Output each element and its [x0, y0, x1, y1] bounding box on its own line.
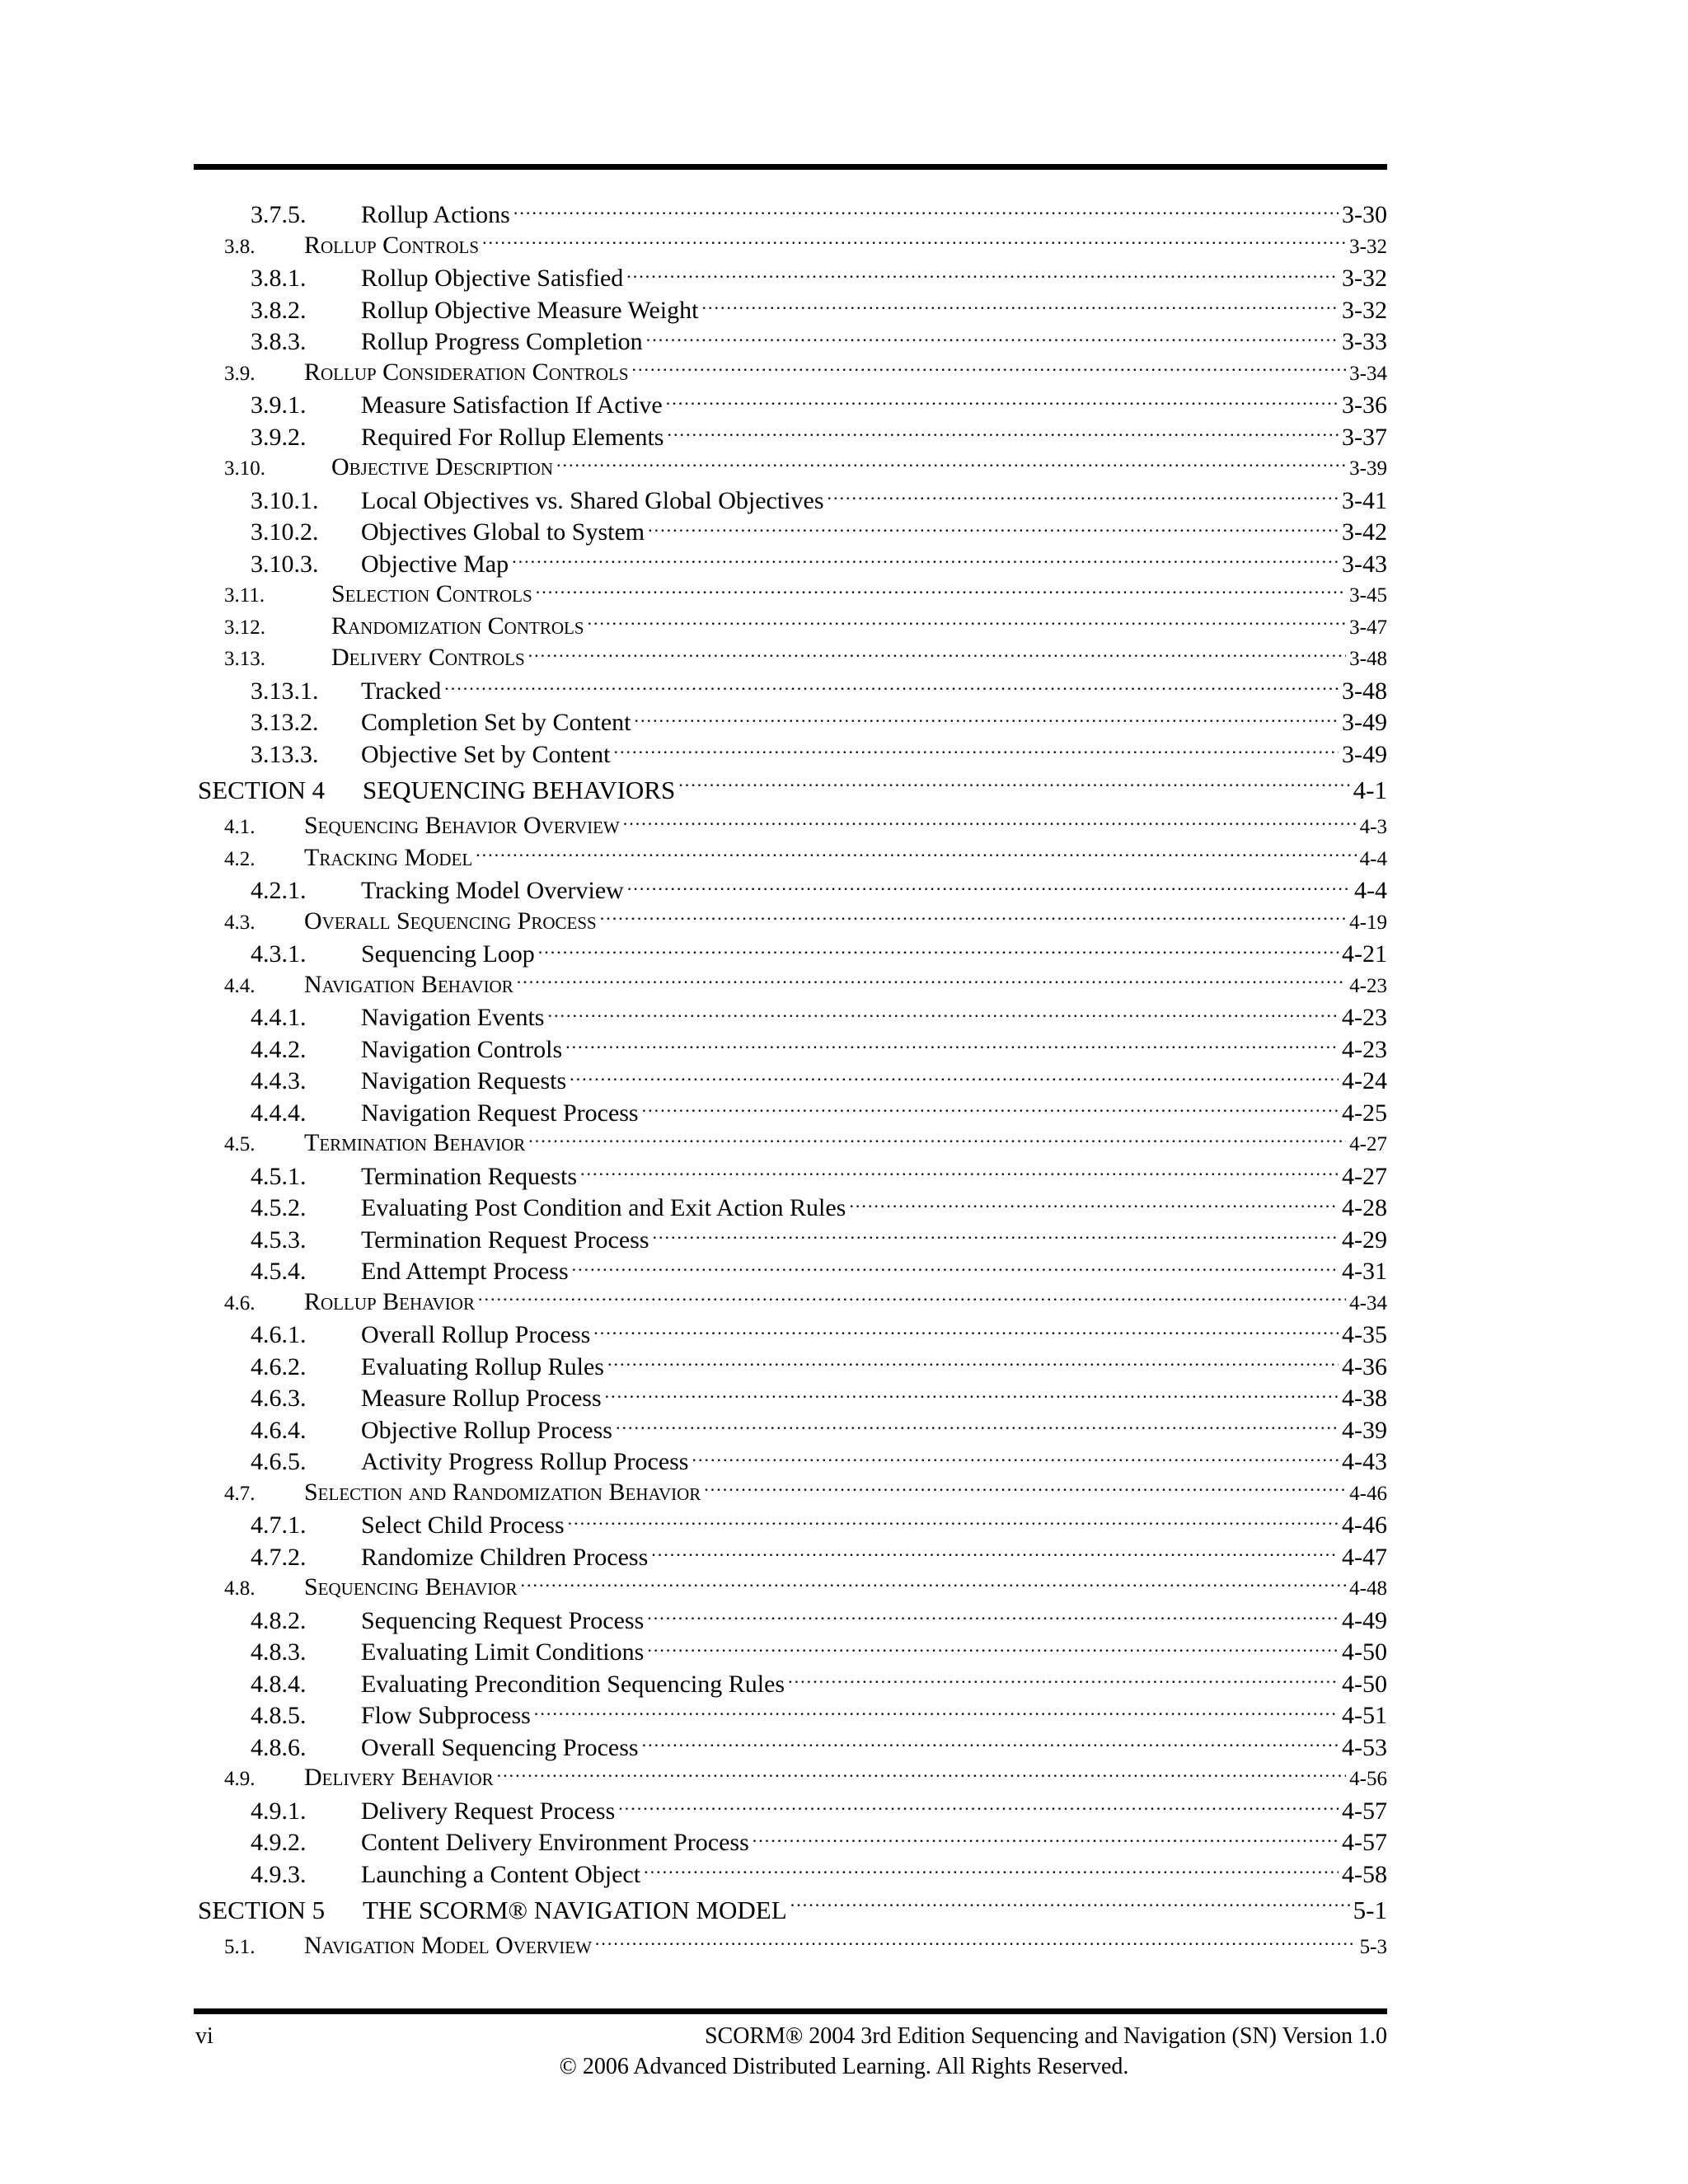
toc-entry-title: Content Delivery Environment Process — [361, 1829, 749, 1856]
toc-entry-page: 3-41 — [1342, 486, 1387, 514]
toc-entry-page: 3-34 — [1349, 362, 1387, 385]
toc-entry[interactable] — [194, 325, 1387, 357]
toc-entry-number: 5.1. — [224, 1936, 256, 1958]
toc-entry-number: 3.13.3. — [251, 740, 319, 768]
toc-entry-title: Sequencing Behavior — [304, 1573, 518, 1601]
toc-entry[interactable] — [194, 1127, 1387, 1160]
toc-dot-leader — [644, 1858, 1339, 1882]
toc-section-entry[interactable] — [194, 769, 1387, 810]
toc-entry-number: 4.9.1. — [251, 1797, 307, 1825]
toc-entry-page: 4-48 — [1349, 1577, 1387, 1600]
toc-entry-title: Objective Map — [361, 550, 509, 578]
toc-entry[interactable] — [194, 579, 1387, 611]
toc-entry-page: 4-21 — [1342, 940, 1387, 968]
toc-entry-number: 4.3.1. — [251, 940, 307, 968]
toc-dot-leader — [788, 1667, 1339, 1692]
toc-dot-leader — [648, 515, 1339, 540]
toc-entry-page: 4-29 — [1342, 1226, 1387, 1254]
toc-dot-leader — [753, 1825, 1339, 1850]
toc-entry[interactable] — [194, 1160, 1387, 1192]
toc-entry-number: 4.4. — [224, 974, 256, 997]
toc-entry-page: 4-56 — [1349, 1768, 1387, 1790]
toc-entry-number: 4.5. — [224, 1133, 256, 1155]
toc-entry-page: 3-30 — [1342, 201, 1387, 228]
toc-entry-page: 4-53 — [1342, 1733, 1387, 1761]
toc-entry-title: Required For Rollup Elements — [361, 423, 664, 451]
toc-entry-page: 4-43 — [1342, 1448, 1387, 1475]
toc-entry-page: 4-51 — [1342, 1702, 1387, 1729]
toc-entry-title: Navigation Request Process — [361, 1099, 639, 1127]
toc-entry[interactable] — [194, 1350, 1387, 1382]
toc-entry[interactable] — [194, 1286, 1387, 1319]
toc-entry-title: Overall Sequencing Process — [361, 1733, 639, 1761]
toc-entry-page: 4-27 — [1349, 1133, 1387, 1155]
toc-entry-title: Objective Rollup Process — [361, 1416, 612, 1444]
toc-entry[interactable] — [194, 1064, 1387, 1096]
toc-dot-leader — [513, 198, 1339, 223]
toc-entry[interactable] — [194, 547, 1387, 579]
toc-entry[interactable] — [194, 810, 1387, 842]
toc-dot-leader — [623, 813, 1357, 833]
toc-dot-leader — [647, 1604, 1339, 1629]
toc-entry[interactable] — [194, 1223, 1387, 1255]
footer-copyright: © 2006 Advanced Distributed Learning. All Rights Reserved. — [559, 2054, 1129, 2079]
toc-entry[interactable] — [194, 1540, 1387, 1572]
toc-entry-page: 3-37 — [1342, 423, 1387, 451]
toc-entry-number: 3.8.2. — [251, 296, 307, 324]
toc-entry-page: 3-33 — [1342, 328, 1387, 355]
toc-dot-leader — [626, 261, 1339, 286]
toc-entry-page: 4-49 — [1342, 1606, 1387, 1634]
toc-entry-page: 4-23 — [1342, 1004, 1387, 1031]
toc-entry-number: 4.8.2. — [251, 1606, 307, 1634]
toc-entry-title: Tracking Model Overview — [361, 877, 624, 904]
toc-dot-leader — [478, 1289, 1346, 1310]
toc-entry-title: Navigation Requests — [361, 1067, 567, 1094]
toc-dot-leader — [593, 1318, 1339, 1343]
toc-entry-title: Navigation Controls — [361, 1035, 563, 1063]
toc-entry-page: 3-47 — [1349, 616, 1387, 639]
toc-dot-leader — [580, 1160, 1339, 1184]
toc-dot-leader — [534, 1699, 1339, 1723]
toc-entry-page: 4-47 — [1342, 1543, 1387, 1571]
toc-section-entry[interactable] — [194, 1889, 1387, 1930]
toc-entry-number: 4.4.1. — [251, 1004, 307, 1031]
toc-dot-leader — [635, 705, 1339, 730]
toc-entry-number: 3.8.1. — [251, 265, 307, 292]
bottom-rule — [194, 2008, 1387, 2014]
toc-entry-page: 4-35 — [1342, 1321, 1387, 1348]
toc-entry-page: 4-46 — [1342, 1511, 1387, 1539]
toc-entry-number: 3.9.1. — [251, 391, 307, 419]
toc-entry-number: 3.10.2. — [251, 518, 319, 546]
toc-entry-number: 4.9.3. — [251, 1860, 307, 1888]
toc-entry-page: 4-28 — [1342, 1194, 1387, 1221]
toc-entry[interactable] — [194, 642, 1387, 674]
toc-entry-title: Rollup Controls — [304, 231, 480, 259]
toc-entry[interactable] — [194, 452, 1387, 484]
toc-dot-leader — [517, 972, 1346, 992]
toc-entry-title: Rollup Behavior — [304, 1287, 475, 1315]
toc-dot-leader — [476, 845, 1357, 865]
toc-entry-title: Rollup Objective Satisfied — [361, 265, 624, 292]
toc-entry[interactable] — [194, 293, 1387, 326]
toc-entry[interactable] — [194, 1858, 1387, 1890]
toc-dot-leader — [588, 613, 1347, 634]
toc-dot-leader — [568, 1508, 1339, 1533]
toc-dot-leader — [667, 420, 1339, 445]
toc-entry[interactable] — [194, 420, 1387, 452]
toc-entry-page: 4-23 — [1349, 974, 1387, 997]
toc-dot-leader — [642, 1731, 1339, 1755]
toc-entry-title: Delivery Behavior — [304, 1764, 494, 1791]
toc-entry-title: Sequencing Loop — [361, 940, 535, 968]
toc-entry-title: Activity Progress Rollup Process — [361, 1448, 689, 1475]
toc-entry[interactable] — [194, 1096, 1387, 1128]
toc-entry-page: 3-43 — [1342, 550, 1387, 578]
toc-entry-title: Evaluating Precondition Sequencing Rules — [361, 1670, 785, 1698]
toc-entry-number: SECTION 5 — [198, 1896, 326, 1924]
toc-dot-leader — [512, 547, 1339, 572]
toc-dot-leader — [570, 1064, 1339, 1089]
toc-entry-title: THE SCORM® NAVIGATION MODEL — [363, 1896, 787, 1924]
toc-entry-title: Measure Satisfaction If Active — [361, 391, 663, 419]
toc-entry-page: 4-39 — [1342, 1416, 1387, 1444]
toc-entry-page: 3-48 — [1349, 648, 1387, 670]
toc-entry[interactable] — [194, 969, 1387, 1001]
toc-entry-page: 3-49 — [1342, 709, 1387, 736]
toc-entry[interactable] — [194, 674, 1387, 706]
toc-entry[interactable] — [194, 1001, 1387, 1033]
toc-entry-title: Objective Description — [331, 453, 554, 480]
toc-entry-page: 3-36 — [1342, 391, 1387, 419]
toc-entry-title: Selection and Randomization Behavior — [304, 1478, 701, 1506]
toc-entry-number: 4.7.2. — [251, 1543, 307, 1571]
toc-entry-page: 3-48 — [1342, 677, 1387, 705]
toc-entry-page: 4-57 — [1342, 1829, 1387, 1856]
toc-entry-title: Randomization Controls — [331, 612, 584, 640]
footer-doc-title: SCORM® 2004 3rd Edition Sequencing and Navigation (SN) Version 1.0 — [704, 2023, 1387, 2049]
top-rule — [194, 164, 1387, 170]
toc-entry[interactable] — [194, 937, 1387, 969]
toc-entry-title: Selection Controls — [331, 580, 532, 607]
toc-dot-leader — [651, 1540, 1339, 1565]
toc-entry-title: Objectives Global to System — [361, 518, 645, 546]
toc-entry-number: 4.9. — [224, 1768, 256, 1790]
toc-entry-number: 3.13. — [224, 648, 265, 670]
toc-entry-page: 4-27 — [1342, 1162, 1387, 1190]
toc-entry-number: 3.9. — [224, 362, 256, 385]
toc-entry[interactable] — [194, 1191, 1387, 1223]
toc-entry-page: 4-1 — [1353, 776, 1387, 804]
toc-entry[interactable] — [194, 1477, 1387, 1509]
toc-entry-number: 4.6.1. — [251, 1321, 307, 1348]
toc-entry-number: 3.10.3. — [251, 550, 319, 578]
toc-entry-page: 3-42 — [1342, 518, 1387, 546]
toc-entry[interactable] — [194, 1572, 1387, 1604]
toc-entry[interactable] — [194, 1604, 1387, 1636]
toc-entry[interactable] — [194, 357, 1387, 389]
toc-dot-leader — [547, 1001, 1339, 1025]
toc-entry-number: 4.2. — [224, 847, 256, 870]
toc-entry[interactable] — [194, 1381, 1387, 1413]
toc-dot-leader — [701, 293, 1339, 318]
toc-entry-page: 4-4 — [1354, 877, 1387, 904]
toc-entry[interactable] — [194, 261, 1387, 293]
toc-entry-number: 3.12. — [224, 616, 265, 639]
toc-dot-leader — [704, 1479, 1346, 1500]
toc-entry-number: 4.4.4. — [251, 1099, 307, 1127]
toc-entry[interactable] — [194, 230, 1387, 262]
toc-dot-leader — [520, 1574, 1346, 1595]
toc-entry-page: 4-23 — [1342, 1035, 1387, 1063]
toc-entry-title: Delivery Request Process — [361, 1797, 616, 1825]
toc-entry-page: 3-45 — [1349, 584, 1387, 607]
toc-entry[interactable] — [194, 611, 1387, 643]
toc-entry-number: 4.6.2. — [251, 1352, 307, 1380]
toc-entry-number: 4.5.1. — [251, 1162, 307, 1190]
toc-entry-number: 4.4.3. — [251, 1067, 307, 1094]
toc-entry[interactable] — [194, 1794, 1387, 1826]
toc-dot-leader — [692, 1445, 1339, 1469]
toc-entry[interactable] — [194, 1635, 1387, 1667]
toc-dot-leader — [790, 1893, 1350, 1919]
toc-entry[interactable] — [194, 1445, 1387, 1477]
toc-entry-title: Local Objectives vs. Shared Global Objectives — [361, 486, 824, 514]
toc-dot-leader — [828, 484, 1339, 509]
toc-entry-number: 4.6. — [224, 1291, 256, 1315]
toc-dot-leader — [647, 1635, 1339, 1660]
toc-entry[interactable] — [194, 1508, 1387, 1540]
toc-entry[interactable] — [194, 198, 1387, 230]
toc-entry-number: 4.7.1. — [251, 1511, 307, 1539]
toc-entry-title: Completion Set by Content — [361, 709, 631, 736]
toc-entry-title: Select Child Process — [361, 1511, 565, 1539]
toc-entry-number: 3.13.1. — [251, 677, 319, 705]
toc-entry[interactable] — [194, 1731, 1387, 1763]
toc-entry[interactable] — [194, 738, 1387, 770]
toc-dot-leader — [613, 738, 1339, 762]
toc-entry-title: Tracked — [361, 677, 442, 705]
toc-entry-title: Overall Rollup Process — [361, 1321, 591, 1348]
toc-entry-number: 4.8.6. — [251, 1733, 307, 1761]
toc-entry-page: 5-3 — [1359, 1936, 1387, 1958]
toc-entry-title: Sequencing Request Process — [361, 1606, 645, 1634]
toc-dot-leader — [600, 908, 1346, 929]
toc-entry-title: SEQUENCING BEHAVIORS — [363, 776, 676, 804]
toc-entry-number: 4.5.3. — [251, 1226, 307, 1254]
toc-dot-leader — [497, 1765, 1347, 1785]
toc-entry[interactable] — [194, 515, 1387, 547]
toc-dot-leader — [632, 359, 1347, 380]
toc-entry-page: 4-24 — [1342, 1067, 1387, 1094]
toc-entry-title: Evaluating Rollup Rules — [361, 1352, 604, 1380]
toc-entry-title: Overall Sequencing Process — [304, 907, 597, 935]
toc-entry-page: 3-32 — [1342, 296, 1387, 324]
toc-entry[interactable] — [194, 842, 1387, 874]
toc-dot-leader — [482, 232, 1346, 253]
toc-entry[interactable] — [194, 1930, 1387, 1962]
toc-dot-leader — [536, 581, 1346, 602]
toc-entry-page: 4-25 — [1342, 1099, 1387, 1127]
toc-dot-leader — [627, 874, 1351, 898]
toc-entry-number: 3.10.1. — [251, 486, 319, 514]
toc-entry-title: Navigation Behavior — [304, 970, 513, 998]
toc-dot-leader — [653, 1223, 1339, 1248]
toc-entry[interactable] — [194, 1033, 1387, 1065]
toc-entry-title: Tracking Model — [304, 843, 473, 871]
toc-entry-title: Evaluating Post Condition and Exit Action Rules — [361, 1194, 846, 1221]
toc-entry-title: Evaluating Limit Conditions — [361, 1638, 645, 1666]
toc-entry[interactable] — [194, 1254, 1387, 1286]
toc-entry-number: 3.13.2. — [251, 709, 319, 736]
toc-entry-number: 4.9.2. — [251, 1829, 307, 1856]
toc-entry-title: Termination Behavior — [304, 1129, 526, 1156]
toc-entry-title: Navigation Model Overview — [304, 1932, 592, 1959]
toc-entry-number: 4.4.2. — [251, 1035, 307, 1063]
toc-entry-title: Flow Subprocess — [361, 1702, 531, 1729]
toc-dot-leader — [528, 1130, 1346, 1151]
toc-entry[interactable] — [194, 906, 1387, 938]
toc-dot-leader — [556, 454, 1346, 475]
toc-entry-page: 4-50 — [1342, 1638, 1387, 1666]
toc-entry-title: Rollup Objective Measure Weight — [361, 296, 699, 324]
toc-entry[interactable] — [194, 1667, 1387, 1699]
toc-entry[interactable] — [194, 388, 1387, 420]
toc-entry-number: 4.1. — [224, 816, 256, 838]
toc-entry-title: Sequencing Behavior Overview — [304, 812, 620, 839]
toc-entry-number: 4.3. — [224, 911, 256, 934]
toc-entry-page: 4-36 — [1342, 1352, 1387, 1380]
toc-entry-title: Measure Rollup Process — [361, 1385, 602, 1412]
toc-entry-title: Rollup Progress Completion — [361, 328, 643, 355]
toc-entry[interactable] — [194, 874, 1387, 906]
toc-entry-page: 4-50 — [1342, 1670, 1387, 1698]
toc-entry-number: 4.2.1. — [251, 877, 307, 904]
toc-entry-title: Navigation Events — [361, 1004, 545, 1031]
toc-entry-number: 4.6.4. — [251, 1416, 307, 1444]
toc-entry-page: 4-38 — [1342, 1385, 1387, 1412]
toc-entry-page: 3-39 — [1349, 457, 1387, 480]
toc-entry-page: 4-31 — [1342, 1258, 1387, 1285]
toc-dot-leader — [605, 1381, 1339, 1406]
toc-entry-title: Objective Set by Content — [361, 740, 611, 768]
toc-dot-leader — [616, 1413, 1339, 1438]
toc-dot-leader — [642, 1096, 1339, 1121]
toc-dot-leader — [666, 388, 1339, 413]
toc-entry-number: 4.8. — [224, 1577, 256, 1600]
toc-entry-number: 3.10. — [224, 457, 265, 480]
toc-entry-page: 4-4 — [1359, 847, 1387, 870]
toc-entry-page: 3-32 — [1349, 235, 1387, 258]
toc-entry-number: 4.8.4. — [251, 1670, 307, 1698]
toc-entry-number: 4.6.3. — [251, 1385, 307, 1412]
toc-entry-number: 3.8. — [224, 235, 256, 258]
toc-dot-leader — [678, 773, 1349, 799]
toc-entry-number: SECTION 4 — [198, 776, 326, 804]
toc-dot-leader — [565, 1033, 1339, 1057]
toc-dot-leader — [538, 937, 1339, 962]
footer-page-number: vi — [195, 2023, 213, 2049]
toc-entry-title: End Attempt Process — [361, 1258, 569, 1285]
toc-entry-page: 3-32 — [1342, 265, 1387, 292]
toc-entry[interactable] — [194, 1762, 1387, 1794]
toc-entry-title: Termination Request Process — [361, 1226, 649, 1254]
toc-dot-leader — [444, 674, 1339, 699]
toc-entry-number: 3.9.2. — [251, 423, 307, 451]
toc-entry-title: Randomize Children Process — [361, 1543, 649, 1571]
toc-entry[interactable] — [194, 1699, 1387, 1731]
toc-entry-title: Termination Requests — [361, 1162, 578, 1190]
toc-entry-number: 4.5.4. — [251, 1258, 307, 1285]
toc-entry[interactable] — [194, 705, 1387, 738]
toc-entry-number: 4.8.5. — [251, 1702, 307, 1729]
toc-entry-page: 4-19 — [1349, 911, 1387, 934]
toc-entry-number: 4.5.2. — [251, 1194, 307, 1221]
toc-dot-leader — [595, 1933, 1357, 1953]
toc-entry-page: 4-3 — [1359, 816, 1387, 838]
toc-entry-number: 4.6.5. — [251, 1448, 307, 1475]
toc-entry-page: 4-57 — [1342, 1797, 1387, 1825]
toc-entry-number: 4.7. — [224, 1482, 256, 1505]
toc-entry-title: Rollup Actions — [361, 201, 510, 228]
toc-entry-page: 3-49 — [1342, 740, 1387, 768]
toc-entry-page: 4-46 — [1349, 1482, 1387, 1505]
toc-entry[interactable] — [194, 484, 1387, 516]
toc-dot-leader — [646, 325, 1339, 349]
toc-entry-number: 4.8.3. — [251, 1638, 307, 1666]
toc-entry-page: 4-34 — [1349, 1291, 1387, 1315]
toc-entry-title: Launching a Content Object — [361, 1860, 641, 1888]
toc-entry-title: Rollup Consideration Controls — [304, 358, 629, 386]
toc-entry-number: 3.11. — [224, 584, 265, 607]
toc-dot-leader — [607, 1350, 1339, 1375]
toc-entry-number: 3.7.5. — [251, 201, 307, 228]
toc-entry-number: 3.8.3. — [251, 328, 307, 355]
toc-entry-title: Delivery Controls — [331, 644, 525, 671]
toc-dot-leader — [849, 1191, 1339, 1216]
toc-entry-page: 4-58 — [1342, 1860, 1387, 1888]
toc-entry-page: 5-1 — [1353, 1896, 1387, 1924]
toc-dot-leader — [572, 1254, 1339, 1279]
toc-dot-leader — [528, 644, 1347, 665]
toc-entry[interactable] — [194, 1318, 1387, 1350]
toc-entry[interactable] — [194, 1413, 1387, 1446]
table-of-contents — [194, 198, 1387, 1962]
toc-entry[interactable] — [194, 1825, 1387, 1858]
toc-dot-leader — [618, 1794, 1339, 1819]
